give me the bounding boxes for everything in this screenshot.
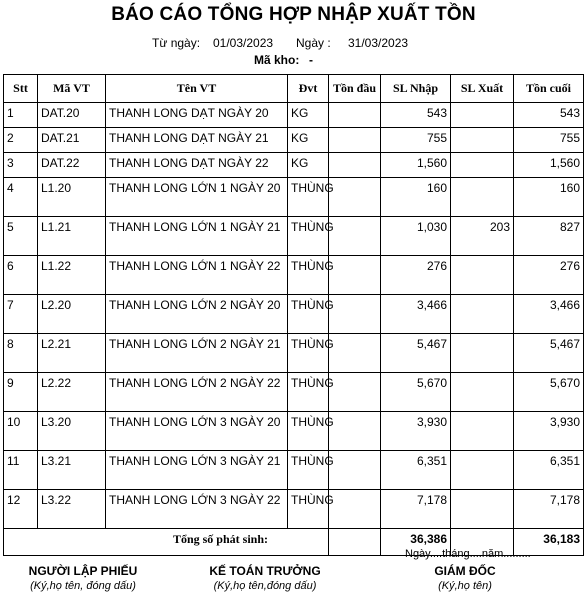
- total-closing: 36,183: [514, 529, 584, 556]
- table-row: [4, 256, 584, 295]
- cell-unit: THÙNG: [288, 490, 329, 529]
- director-note: (Ký,họ tên): [438, 580, 492, 592]
- report-title: BÁO CÁO TỔNG HỢP NHẬP XUẤT TỒN: [111, 4, 476, 25]
- cell-in: 755: [381, 128, 451, 153]
- cell-code: L3.22: [38, 490, 106, 529]
- director-signature-block: [410, 564, 520, 592]
- col-header-opening: Tồn đầu: [329, 75, 381, 103]
- cell-name: THANH LONG LỚN 1 NGÀY 21: [106, 217, 288, 256]
- cell-out: [451, 178, 514, 217]
- cell-in: 7,178: [381, 490, 451, 529]
- cell-out: [451, 373, 514, 412]
- col-header-out: SL Xuất: [451, 75, 514, 103]
- cell-out: [451, 295, 514, 334]
- cell-out: [451, 412, 514, 451]
- cell-opening: [329, 103, 381, 128]
- table-row: [4, 103, 584, 128]
- cell-stt: 4: [4, 178, 38, 217]
- cell-in: 5,467: [381, 334, 451, 373]
- cell-name: THANH LONG LỚN 3 NGÀY 22: [106, 490, 288, 529]
- cell-name: THANH LONG DẠT NGÀY 21: [106, 128, 288, 153]
- table-row: [4, 451, 584, 490]
- table-row: [4, 178, 584, 217]
- cell-opening: [329, 153, 381, 178]
- cell-code: L3.20: [38, 412, 106, 451]
- cell-code: L1.20: [38, 178, 106, 217]
- cell-in: 6,351: [381, 451, 451, 490]
- cell-stt: 1: [4, 103, 38, 128]
- cell-out: [451, 451, 514, 490]
- cell-opening: [329, 412, 381, 451]
- total-label: Tổng số phát sinh:: [4, 529, 329, 556]
- cell-opening: [329, 256, 381, 295]
- cell-opening: [329, 373, 381, 412]
- cell-unit: KG: [288, 128, 329, 153]
- cell-closing: 755: [514, 128, 584, 153]
- table-row: [4, 334, 584, 373]
- cell-opening: [329, 178, 381, 217]
- cell-out: [451, 153, 514, 178]
- cell-unit: THÙNG: [288, 412, 329, 451]
- cell-opening: [329, 128, 381, 153]
- cell-name: THANH LONG LỚN 1 NGÀY 22: [106, 256, 288, 295]
- cell-opening: [329, 490, 381, 529]
- warehouse-value: -: [309, 53, 313, 67]
- cell-code: L1.22: [38, 256, 106, 295]
- cell-in: 276: [381, 256, 451, 295]
- cell-name: THANH LONG LỚN 3 NGÀY 20: [106, 412, 288, 451]
- col-header-stt: Stt: [4, 75, 38, 103]
- cell-unit: THÙNG: [288, 334, 329, 373]
- cell-name: THANH LONG LỚN 3 NGÀY 21: [106, 451, 288, 490]
- accountant-signature-block: [200, 564, 330, 592]
- cell-unit: KG: [288, 103, 329, 128]
- cell-closing: 6,351: [514, 451, 584, 490]
- table-row: [4, 217, 584, 256]
- table-header-row: [4, 75, 584, 103]
- cell-closing: 276: [514, 256, 584, 295]
- cell-in: 3,930: [381, 412, 451, 451]
- col-header-closing: Tồn cuối: [514, 75, 584, 103]
- table-row: [4, 128, 584, 153]
- cell-out: [451, 490, 514, 529]
- to-date-label: Ngày :: [296, 36, 331, 50]
- total-opening: [329, 529, 381, 556]
- cell-name: THANH LONG DẠT NGÀY 20: [106, 103, 288, 128]
- cell-closing: 1,560: [514, 153, 584, 178]
- cell-code: L2.22: [38, 373, 106, 412]
- cell-out: [451, 103, 514, 128]
- signature-date-line: Ngày....tháng....năm.........: [405, 548, 531, 560]
- cell-closing: 827: [514, 217, 584, 256]
- cell-in: 3,466: [381, 295, 451, 334]
- cell-in: 5,670: [381, 373, 451, 412]
- col-header-in: SL Nhập: [381, 75, 451, 103]
- cell-code: DAT.20: [38, 103, 106, 128]
- preparer-note: (Ký,họ tên, đóng dấu): [30, 580, 136, 592]
- cell-unit: THÙNG: [288, 217, 329, 256]
- cell-name: THANH LONG LỚN 2 NGÀY 22: [106, 373, 288, 412]
- table-row: [4, 373, 584, 412]
- cell-code: DAT.21: [38, 128, 106, 153]
- cell-unit: THÙNG: [288, 178, 329, 217]
- cell-stt: 3: [4, 153, 38, 178]
- cell-stt: 6: [4, 256, 38, 295]
- from-date-value: 01/03/2023: [213, 36, 274, 50]
- cell-opening: [329, 217, 381, 256]
- col-header-unit: Đvt: [288, 75, 329, 103]
- to-date-value: 31/03/2023: [348, 36, 409, 50]
- from-date-label: Từ ngày:: [152, 36, 201, 50]
- cell-code: L3.21: [38, 451, 106, 490]
- cell-opening: [329, 334, 381, 373]
- cell-in: 543: [381, 103, 451, 128]
- table-row: [4, 295, 584, 334]
- cell-stt: 5: [4, 217, 38, 256]
- cell-unit: THÙNG: [288, 256, 329, 295]
- col-header-code: Mã VT: [38, 75, 106, 103]
- accountant-role: KẾ TOÁN TRƯỞNG: [209, 564, 321, 578]
- cell-name: THANH LONG LỚN 2 NGÀY 20: [106, 295, 288, 334]
- cell-in: 1,030: [381, 217, 451, 256]
- warehouse-label: Mã kho:: [254, 53, 300, 67]
- col-header-name: Tên VT: [106, 75, 288, 103]
- cell-unit: THÙNG: [288, 373, 329, 412]
- cell-stt: 12: [4, 490, 38, 529]
- table-row: [4, 153, 584, 178]
- preparer-signature-block: [18, 564, 148, 592]
- cell-stt: 7: [4, 295, 38, 334]
- cell-closing: 3,930: [514, 412, 584, 451]
- cell-opening: [329, 295, 381, 334]
- cell-stt: 11: [4, 451, 38, 490]
- cell-in: 1,560: [381, 153, 451, 178]
- cell-code: L1.21: [38, 217, 106, 256]
- cell-name: THANH LONG DẠT NGÀY 22: [106, 153, 288, 178]
- cell-code: L2.20: [38, 295, 106, 334]
- preparer-role: NGƯỜI LẬP PHIẾU: [28, 564, 138, 578]
- total-in: 36,386: [381, 529, 451, 556]
- cell-unit: THÙNG: [288, 295, 329, 334]
- cell-out: [451, 334, 514, 373]
- cell-unit: KG: [288, 153, 329, 178]
- cell-stt: 8: [4, 334, 38, 373]
- inventory-table: [3, 74, 584, 556]
- cell-code: L2.21: [38, 334, 106, 373]
- cell-closing: 7,178: [514, 490, 584, 529]
- cell-unit: THÙNG: [288, 451, 329, 490]
- cell-in: 160: [381, 178, 451, 217]
- cell-closing: 160: [514, 178, 584, 217]
- cell-stt: 9: [4, 373, 38, 412]
- accountant-note: (Ký,họ tên,đóng dấu): [213, 580, 317, 592]
- cell-closing: 5,670: [514, 373, 584, 412]
- cell-code: DAT.22: [38, 153, 106, 178]
- cell-name: THANH LONG LỚN 2 NGÀY 21: [106, 334, 288, 373]
- cell-opening: [329, 451, 381, 490]
- cell-stt: 10: [4, 412, 38, 451]
- cell-name: THANH LONG LỚN 1 NGÀY 20: [106, 178, 288, 217]
- table-row: [4, 490, 584, 529]
- cell-out: [451, 256, 514, 295]
- director-role: GIÁM ĐỐC: [434, 564, 496, 578]
- cell-out: 203: [451, 217, 514, 256]
- table-row: [4, 412, 584, 451]
- cell-closing: 5,467: [514, 334, 584, 373]
- cell-out: [451, 128, 514, 153]
- cell-closing: 543: [514, 103, 584, 128]
- cell-closing: 3,466: [514, 295, 584, 334]
- cell-stt: 2: [4, 128, 38, 153]
